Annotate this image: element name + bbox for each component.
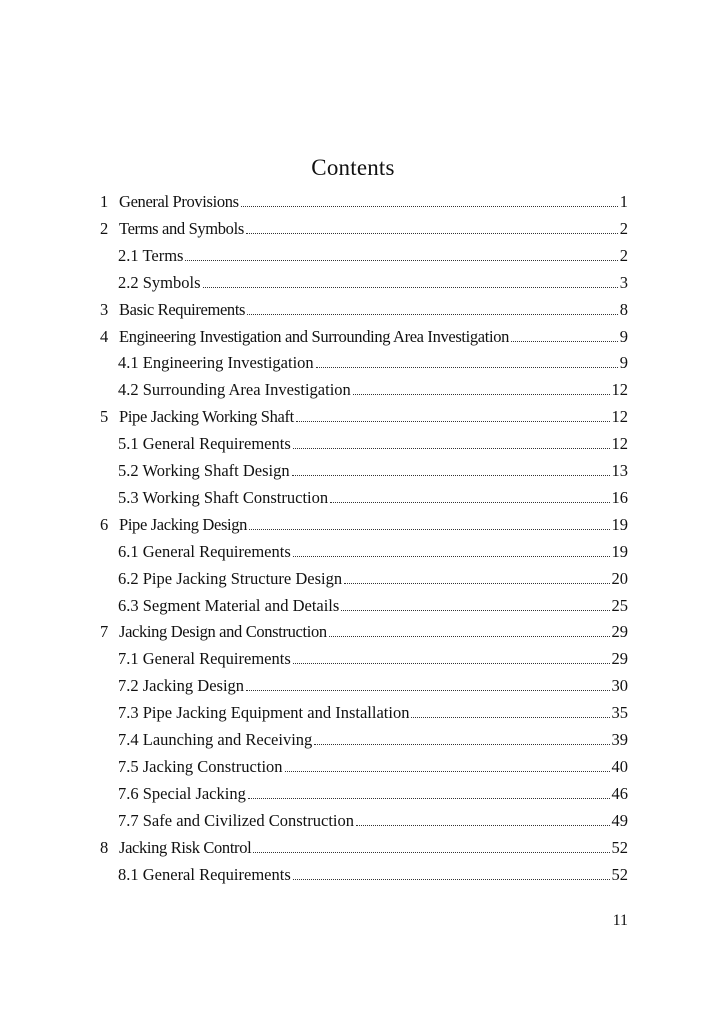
toc-entry-page: 29 xyxy=(611,649,628,669)
toc-section-entry[interactable] xyxy=(118,674,628,698)
toc-dot-leader xyxy=(344,582,609,584)
toc-section-entry[interactable] xyxy=(118,809,628,833)
toc-dot-leader xyxy=(203,286,618,288)
toc-entry-title: 6.3 Segment Material and Details xyxy=(118,595,340,615)
toc-entry-title: 7.7 Safe and Civilized Construction xyxy=(118,810,355,830)
toc-section-entry[interactable] xyxy=(118,863,628,887)
toc-section-entry[interactable] xyxy=(118,351,628,375)
toc-chapter-entry[interactable] xyxy=(100,405,628,429)
toc-section-entry[interactable] xyxy=(118,782,628,806)
toc-section-entry[interactable] xyxy=(118,271,628,295)
toc-dot-leader xyxy=(185,259,617,261)
toc-dot-leader xyxy=(246,689,609,691)
toc-entry-number: 8 xyxy=(100,837,109,857)
toc-dot-leader xyxy=(356,824,609,826)
toc-entry-title: Pipe Jacking Working Shaft xyxy=(119,407,294,427)
toc-entry-title: 7.3 Pipe Jacking Equipment and Installation xyxy=(118,703,410,723)
toc-section-entry[interactable] xyxy=(118,459,628,483)
toc-entry-page: 12 xyxy=(611,434,628,454)
toc-entry-title: Jacking Risk Control xyxy=(119,837,252,857)
toc-entry-title: 6.2 Pipe Jacking Structure Design xyxy=(118,568,343,588)
toc-entry-title: 7.2 Jacking Design xyxy=(118,676,245,696)
toc-entry-number: 5 xyxy=(100,407,109,427)
toc-dot-leader xyxy=(296,420,610,422)
toc-entry-page: 29 xyxy=(611,622,628,642)
toc-entry-title: 7.5 Jacking Construction xyxy=(118,756,283,776)
toc-entry-title: 8.1 General Requirements xyxy=(118,864,291,884)
toc-chapter-entry[interactable] xyxy=(100,620,628,644)
toc-chapter-entry[interactable] xyxy=(100,513,628,537)
toc-dot-leader xyxy=(292,474,610,476)
toc-dot-leader xyxy=(314,743,609,745)
toc-section-entry[interactable] xyxy=(118,755,628,779)
toc-dot-leader xyxy=(285,770,610,772)
toc-entry-page: 19 xyxy=(611,541,628,561)
toc-section-entry[interactable] xyxy=(118,594,628,618)
toc-dot-leader xyxy=(293,662,610,664)
toc-dot-leader xyxy=(253,851,609,853)
toc-entry-page: 9 xyxy=(619,353,628,373)
toc-entry-page: 12 xyxy=(611,407,628,427)
toc-entry-number: 4 xyxy=(100,326,109,346)
toc-entry-page: 40 xyxy=(611,756,628,776)
toc-section-entry[interactable] xyxy=(118,378,628,402)
toc-section-entry[interactable] xyxy=(118,432,628,456)
page-number: 11 xyxy=(612,912,628,929)
toc-entry-title: 2.2 Symbols xyxy=(118,272,201,292)
toc-entry-title: 5.3 Working Shaft Construction xyxy=(118,487,329,507)
toc-entry-number: 2 xyxy=(100,218,109,238)
toc-dot-leader xyxy=(293,555,610,557)
toc-dot-leader xyxy=(241,205,618,207)
toc-entry-title: Engineering Investigation and Surrounding Area Investigation xyxy=(119,326,510,346)
toc-entry-page: 35 xyxy=(611,703,628,723)
toc-entry-title: 4.2 Surrounding Area Investigation xyxy=(118,380,351,400)
toc-entry-title: Terms and Symbols xyxy=(119,218,244,238)
toc-dot-leader xyxy=(246,232,618,234)
toc-entry-page: 39 xyxy=(611,730,628,749)
toc-entry-page: 52 xyxy=(611,837,628,857)
toc-entry-page: 49 xyxy=(611,810,628,830)
toc-dot-leader xyxy=(329,635,610,637)
toc-entry-page: 46 xyxy=(611,783,628,803)
toc-dot-leader xyxy=(293,878,610,880)
toc-entry-page: 2 xyxy=(619,218,628,238)
toc-entry-number: 6 xyxy=(100,514,109,534)
toc-entry-title: 5.1 General Requirements xyxy=(118,434,291,454)
toc-chapter-entry[interactable] xyxy=(100,836,628,860)
toc-entry-page: 8 xyxy=(619,299,628,319)
toc-section-entry[interactable] xyxy=(118,701,628,725)
toc-section-entry[interactable] xyxy=(118,244,628,268)
toc-entry-title: 7.4 Launching and Receiving xyxy=(118,730,313,749)
toc-entry-title: 7.6 Special Jacking xyxy=(118,783,246,803)
toc-chapter-entry[interactable] xyxy=(100,190,628,214)
toc-chapter-entry[interactable] xyxy=(100,325,628,349)
toc-entry-title: 6.1 General Requirements xyxy=(118,541,291,561)
toc-entry-page: 16 xyxy=(611,487,628,507)
toc-entry-page: 12 xyxy=(611,380,628,400)
toc-section-entry[interactable] xyxy=(118,540,628,564)
toc-entry-page: 30 xyxy=(611,676,628,696)
toc-entry-title: 7.1 General Requirements xyxy=(118,649,291,669)
toc-dot-leader xyxy=(248,797,610,799)
toc-entry-page: 52 xyxy=(611,864,628,884)
toc-entry-title: Basic Requirements xyxy=(119,299,246,319)
toc-entry-title: Jacking Design and Construction xyxy=(119,622,327,642)
toc-entry-page: 9 xyxy=(619,326,628,346)
toc-entry-number: 7 xyxy=(100,622,109,642)
toc-entry-title: Pipe Jacking Design xyxy=(119,514,248,534)
toc-section-entry[interactable] xyxy=(118,647,628,671)
toc-section-entry[interactable] xyxy=(118,728,628,752)
toc-entry-page: 20 xyxy=(611,568,628,588)
toc-dot-leader xyxy=(249,528,609,530)
toc-dot-leader xyxy=(411,716,609,718)
toc-entry-page: 13 xyxy=(611,461,628,480)
page-title: Contents xyxy=(311,155,395,180)
toc-dot-leader xyxy=(293,447,610,449)
toc-entry-title: General Provisions xyxy=(119,192,239,211)
toc-dot-leader xyxy=(330,501,609,503)
toc-section-entry[interactable] xyxy=(118,486,628,510)
toc-entry-page: 19 xyxy=(611,514,628,534)
toc-entry-title: 2.1 Terms xyxy=(118,245,184,265)
toc-dot-leader xyxy=(247,313,618,315)
toc-chapter-entry[interactable] xyxy=(100,217,628,241)
toc-entry-number: 3 xyxy=(100,299,109,319)
toc-entry-page: 1 xyxy=(619,192,628,211)
toc-entry-page: 3 xyxy=(619,272,628,292)
toc-entry-page: 25 xyxy=(611,595,628,615)
toc-entry-number: 1 xyxy=(100,192,109,211)
toc-entry-title: 5.2 Working Shaft Design xyxy=(118,461,290,480)
toc-section-entry[interactable] xyxy=(118,567,628,591)
toc-dot-leader xyxy=(341,609,609,611)
toc-chapter-entry[interactable] xyxy=(100,298,628,322)
toc-dot-leader xyxy=(353,393,610,395)
toc-entry-title: 4.1 Engineering Investigation xyxy=(118,353,314,373)
toc-dot-leader xyxy=(511,340,618,342)
toc-entry-page: 2 xyxy=(619,245,628,265)
toc-dot-leader xyxy=(316,366,618,368)
